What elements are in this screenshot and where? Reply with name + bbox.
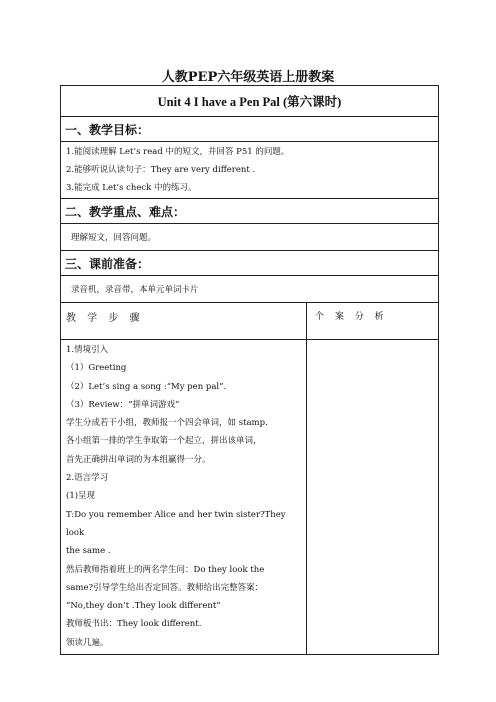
steps-column-header: 教 学 步 骤 xyxy=(61,303,307,340)
step-line: same?引导学生给出否定回答。教师给出完整答案： xyxy=(66,582,264,593)
lesson-plan-table xyxy=(60,85,439,655)
step-line: 学生分成若干小组，教师报一个四会单词，如 stamp. xyxy=(66,418,268,429)
case-analysis-cell xyxy=(307,340,439,655)
step-line: 首先正确拼出单词的为本组赢得一分。 xyxy=(66,454,211,465)
step-line: “No,they don’t .They look different” xyxy=(66,601,221,612)
case-column-header: 个 案 分 析 xyxy=(307,303,439,340)
step-line: 1.情境引入 xyxy=(66,345,109,355)
goals-list xyxy=(61,142,439,199)
key-points-text: 理解短文，回答问题。 xyxy=(61,224,439,251)
unit-title: Unit 4 I have a Pen Pal (第六课时) xyxy=(61,86,439,117)
step-line: 2.语言学习 xyxy=(66,473,109,484)
teaching-steps xyxy=(61,340,307,655)
goal-item: 2.能够听说认读句子：They are very different . xyxy=(66,165,256,175)
step-line: T:Do you remember Alice and her twin sister?They look xyxy=(66,509,286,538)
step-line: 然后教师指着班上的两名学生问：Do they look the xyxy=(66,564,265,575)
step-line: 领读几遍。 xyxy=(66,637,109,648)
goals-heading: 一、教学目标： xyxy=(61,117,439,142)
preparation-text: 录音机，录音带，本单元单词卡片 xyxy=(61,276,439,303)
step-line: （3）Review：“拼单词游戏” xyxy=(66,399,180,410)
step-line: （2）Let’s sing a song :“My pen pal”. xyxy=(66,381,227,392)
goal-item: 3.能完成 Let’s check 中的练习。 xyxy=(66,183,197,193)
key-points-heading: 二、教学重点、难点： xyxy=(61,199,439,224)
step-line: (1)呈现 xyxy=(66,491,96,502)
preparation-heading: 三、课前准备： xyxy=(61,251,439,276)
goal-item: 1.能阅读理解 Let’s read 中的短文，并回答 P51 的问题。 xyxy=(66,147,290,157)
step-line: the same . xyxy=(66,546,111,557)
step-line: （1）Greeting xyxy=(66,363,127,374)
document-title: 人教PEP六年级英语上册教案 xyxy=(161,70,335,85)
step-line: 教师板书出：They look different. xyxy=(66,619,202,630)
step-line: 各小组第一排的学生争取第一个起立，拼出该单词， xyxy=(66,436,262,447)
